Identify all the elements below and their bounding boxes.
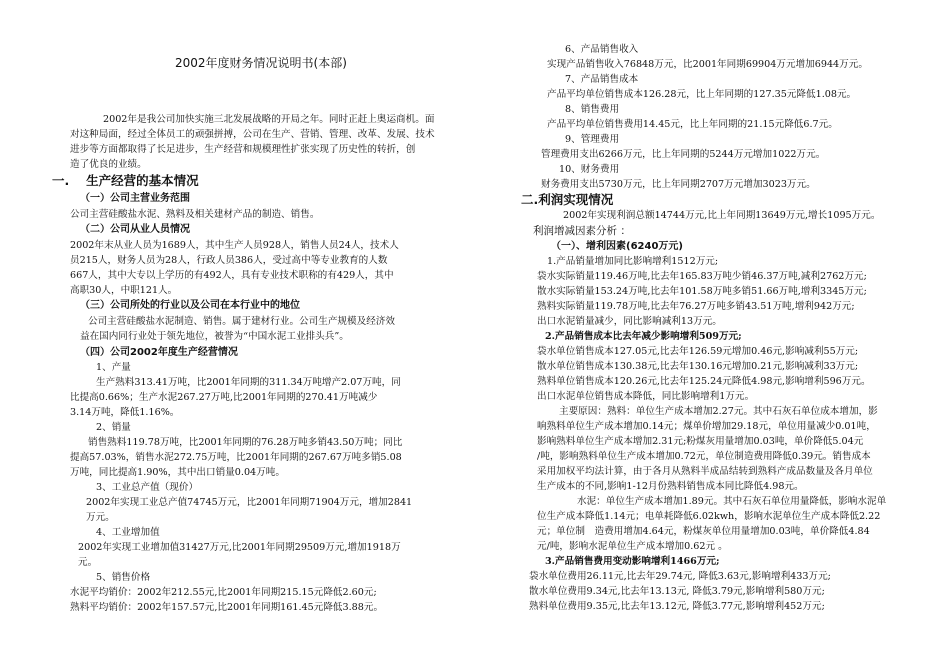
paragraph-line: 熟料实际销量119.78万吨,比去年76.27万吨多销43.51万吨,增利942万元;: [537, 301, 855, 312]
subsection-heading: （一）公司主营业务范围: [80, 193, 190, 204]
paragraph-line: 益在国内同行业处于领先地位，被誉为“中国水泥工业排头兵”。: [80, 331, 349, 342]
document-title: 2002年度财务情况说明书(本部): [175, 56, 347, 70]
paragraph-line: 比提高0.66%；生产水泥267.27万吨,比2001年同期的270.41万吨减少: [70, 392, 378, 403]
subsection-heading: （三）公司所处的行业以及公司在本行业中的地位: [80, 300, 300, 311]
paragraph-line: 财务费用支出5730万元，比上年同期2707万元增加3023万元。: [541, 179, 816, 190]
paragraph-line: 散水单位销售成本130.38元,比去年130.16元增加0.21元,影响减利33万元;: [537, 361, 859, 372]
paragraph-line: 采用加权平均法计算，由于各月从熟料半成品结转到熟料产成品数量及各月单位: [537, 466, 873, 477]
intro-line: 造了优良的业绩。: [70, 159, 147, 170]
intro-line: 2002年是我公司加快实施三北发展战略的开局之年。同时正赶上奥运商机。面: [103, 114, 435, 125]
item-heading: 7、产品销售成本: [565, 74, 639, 85]
paragraph-line: 2002年实现工业增加值31427万元,比2001年同期29509万元,增加1918万: [78, 542, 401, 553]
paragraph-line: 2002年末从业人员为1689人，其中生产人员928人，销售人员24人，技术人: [70, 240, 399, 251]
item-heading: 2、销量: [96, 422, 131, 433]
factor-heading: 2.产品销售成本比去年减少影响增利509万元;: [545, 331, 742, 342]
paragraph-line: 元；单位制 造费用增加4.64元，粉煤灰单位用量增加0.03吨，单价降低4.84: [537, 526, 870, 537]
paragraph-line: 1.产品销量增加同比影响增利1512万元;: [547, 256, 719, 267]
item-heading: 8、销售费用: [565, 104, 620, 115]
paragraph-line: 元/吨，影响水泥单位生产成本增加0.62元 。: [537, 541, 728, 552]
analysis-heading: 利润增减因素分析 ：: [533, 225, 631, 237]
paragraph-line: 高职30人，中职121人。: [70, 285, 178, 296]
paragraph-line: 实现产品销售收入76848万元，比2001年同期69904万元增加6944万元。: [547, 59, 868, 70]
section-heading-2: 二.利润实现情况: [521, 192, 614, 207]
item-heading: 9、管理费用: [565, 134, 620, 145]
paragraph-line: 万元。: [86, 512, 115, 523]
paragraph-line: 出口水泥单位销售成本降低，同比影响增利1万元。: [537, 391, 755, 402]
paragraph-line: 位生产成本降低1.14元；电单耗降低6.02kwh，影响水泥单位生产成本降低2.22: [537, 511, 881, 522]
paragraph-line: 生产熟料313.41万吨，比2001年同期的311.34万吨增产2.07万吨，同: [96, 377, 401, 388]
paragraph-line: 管理费用支出6266万元，比上年同期的5244万元增加1022万元。: [541, 149, 826, 160]
paragraph-line: 袋水实际销量119.46万吨,比去年165.83万吨少销46.37万吨,减利2762万元;: [537, 271, 867, 282]
subsection-heading: （四）公司2002年度生产经营情况: [80, 347, 238, 358]
paragraph-line: 响熟料单位生产成本增加0.14元；煤单价增加29.18元，单位用量减少0.01吨，: [537, 421, 876, 432]
item-heading: 1、产量: [96, 362, 131, 373]
paragraph-line: 散水单位费用9.34元,比去年13.13元, 降低3.79元,影响增利580万元;: [529, 586, 825, 597]
paragraph-line: 万吨，同比提高1.90%，其中出口销量0.04万吨。: [70, 467, 285, 478]
subsection-heading: （一）、增利因素(6240万元): [551, 241, 683, 252]
paragraph-line: 袋水单位销售成本127.05元,比去年126.59元增加0.46元,影响减利55万元;: [537, 346, 859, 357]
item-heading: 3、工业总产值（现价）: [96, 482, 199, 493]
paragraph-line: 熟料单位销售成本120.26元,比去年125.24元降低4.98元,影响增利596万元。: [537, 376, 871, 387]
paragraph-line: 影响熟料单位生产成本增加2.31元;粉煤灰用量增加0.03吨，单价降低5.04元: [537, 436, 864, 447]
paragraph-line: 销售熟料119.78万吨，比2001年同期的76.28万吨多销43.50万吨；同比: [88, 437, 403, 448]
paragraph-line: 公司主营硅酸盐水泥制造、销售。属于建材行业。公司生产规模及经济效: [88, 316, 395, 327]
paragraph-line: 主要原因：熟料：单位生产成本增加2.27元。其中石灰石单位成本增加，影: [559, 406, 878, 417]
paragraph-line: 袋水单位费用26.11元,比去年29.74元, 降低3.63元,影响增利433万元;: [529, 571, 831, 582]
section-heading-1: 一. 生产经营的基本情况: [52, 173, 199, 188]
paragraph-line: 水泥：单位生产成本增加1.89元。其中石灰石单位用量降低，影响水泥单: [577, 496, 887, 507]
item-heading: 4、工业增加值: [96, 527, 160, 538]
paragraph-line: 产品平均单位销售费用14.45元，比上年同期的21.15元降低6.7元。: [547, 119, 838, 130]
paragraph-line: 员215人，财务人员为28人，行政人员386人，受过高中等专业教育的人数: [70, 255, 388, 266]
paragraph-line: 667人，其中大专以上学历的有492人，具有专业技术职称的有429人，其中: [70, 270, 394, 281]
paragraph-line: 熟料单位费用9.35元,比去年13.12元, 降低3.77元,影响增利452万元;: [529, 601, 825, 612]
paragraph-line: 3.14万吨，降低1.16%。: [70, 407, 180, 418]
paragraph-line: 元。: [78, 557, 98, 568]
paragraph-line: 2002年实现利润总额14744万元,比上年同期13649万元,增长1095万元。: [563, 210, 881, 221]
paragraph-line: 公司主营硅酸盐水泥、熟料及相关建材产品的制造、销售。: [70, 209, 320, 220]
intro-line: 进步等方面都取得了长足进步，生产经营和规模理性扩张实现了历史性的转折，创: [70, 144, 416, 155]
item-heading: 10、财务费用: [559, 164, 620, 175]
paragraph-line: 提高57.03%，销售水泥272.75万吨，比2001年同期的267.67万吨多销5.08: [70, 452, 402, 463]
subsection-heading: （二）公司从业人员情况: [80, 224, 190, 235]
paragraph-line: 散水实际销量153.24万吨,比去年101.58万吨多销51.66万吨,增利3345万元;: [537, 286, 867, 297]
item-heading: 6、产品销售收入: [565, 44, 639, 55]
paragraph-line: 水泥平均销价：2002年212.55元,比2001年同期215.15元降低2.60元;: [70, 587, 377, 598]
paragraph-line: 熟料平均销价：2002年157.57元,比2001年同期161.45元降低3.88元。: [70, 602, 384, 613]
factor-heading: 3.产品销售费用变动影响增利1466万元;: [545, 556, 720, 567]
intro-line: 对这种局面，经过全体员工的顽强拼搏，公司在生产、营销、管理、改革、发展、技术: [70, 129, 435, 140]
paragraph-line: 出口水泥销量减少，同比影响减利13万元。: [537, 316, 722, 327]
paragraph-line: 生产成本的不同,影响1-12月份熟料销售成本同比降低4.98元。: [537, 481, 804, 492]
item-heading: 5、销售价格: [96, 572, 151, 583]
paragraph-line: /吨，影响熟料单位生产成本增加0.72元，单位制造费用降低0.39元。销售成本: [537, 451, 871, 462]
paragraph-line: 2002年实现工业总产值74745万元，比2001年同期71904万元，增加2841: [86, 497, 413, 508]
paragraph-line: 产品平均单位销售成本126.28元，比上年同期的127.35元降低1.08元。: [547, 89, 857, 100]
